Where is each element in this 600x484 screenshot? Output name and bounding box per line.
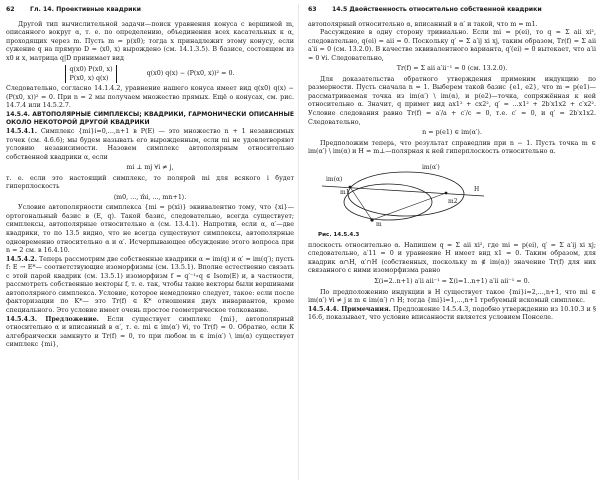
point-m2 [445, 191, 448, 194]
formula-point: n = p(e1) ∈ im(α′). [422, 129, 482, 137]
label-m: m [376, 220, 382, 228]
right-running-head [308, 6, 596, 15]
paragraph: Рассуждение в одну сторону тривиально. Если mi = p(ei), то q = Σ aii xi², следовательно, q(ei) = aii = 0. Поскольку q′ = Σ a′ij xi xj, таким образом, Tr(f) = Σ aii a′ii = 0 (см. 13.2.0). В качестве эквивалентного варианта, q′(ei) = 0 вытекает, что a′ii = 0 ∀i. Следовательно, [308, 29, 596, 62]
remark-text: Предложение 14.5.4.3, подобно утверждению из 10.10.3 и § 16.6, показывает, что условие вписанности является условием Понселе. [308, 305, 596, 322]
paragraph: автополярный относительно α, вписанный в α′ и такой, что m = m1. [308, 20, 538, 28]
matrix-block [6, 65, 294, 83]
label-H: H [474, 185, 480, 193]
item-label: 14.5.4.2. [6, 255, 37, 263]
paragraph: Предположим теперь, что результат справедлив при n − 1. Пусть точка m ∈ im(α′) \ im(α) и H = m⊥—полярная к ней гиперплоскость относительно α. [308, 139, 596, 156]
paragraph: Условие автополярности симплекса {mi = p(xi)} эквивалентно тому, что {xi}—ортогональный базис в (E, q). Такой базис, следовательно, всегда существует; симплексы, автополярные относительно α (см. 13.4.1). Напротив, если α, α′—две квадрики, то по 13.5 видно, что не всегда существуют симплексы, автополярные одновременно относительно α и α′. Исчерпывающее обсуждение этого вопроса при n = 2 см. в 16.4.10. [6, 204, 294, 255]
proposition-text: Если существует симплекс {mi}, автополярный относительно α и вписанный в α′, т. е. mi ∈ im(α′) ∀i, то Tr(f) = 0. Обратно, если K алгебраически замкнуто и Tr(f) = 0, то при любом m ∈ im(α′) \ im(α) существует симплекс {mi}, [6, 315, 294, 349]
paragraph: Следовательно, согласно 14.1.4.2, уравнение нашего конуса имеет вид q(x0) q(x) − (P(x0, x))² = 0. При n = 2 мы получаем множество прямых. Ещё о конусах, см. рис. 14.7.4 или 14.5.2.7. [6, 85, 294, 110]
paragraph: По предположению индукции в H существует такое {mi}i=2,...,n+1, что mi ∈ im(α′) ∀i ≠ j и m ∈ im(α′) ∩ H; тогда {mi}i=1,...,n+1 требуемый искомый симплекс. [308, 288, 596, 305]
remark [308, 306, 596, 323]
paragraph: т. е. если это настоящий симплекс, то полярой mi для всякого i будет гиперплоскость [6, 174, 294, 191]
matrix-determinant: q(x0) q(x) − (P(x0, x))² = 0. [146, 70, 235, 77]
definition [6, 128, 294, 162]
definition-text: Симплекс {mi}i=0,...,n+1 в P(E) — это множество n + 1 независимых точек (см. 4.6.6); мы будем называть его вырожденным, если mi не удовлетворяют условию независимости. Назовем симплекс автополярным относительно собственной квадрики α, если [6, 128, 294, 161]
proposition [6, 316, 294, 350]
right-running-title: 14.5 Двойственность относительно собственной квадрики [332, 6, 542, 13]
numbered-item [6, 256, 294, 316]
formula-sum: Σ(i=2..n+1) a′ii aii⁻¹ = Σ(i=1..n+1) a′ii aii⁻¹ = 0. [374, 278, 530, 286]
definition-label: 14.5.4.1. [6, 128, 37, 136]
right-page [308, 6, 596, 480]
left-page [6, 6, 294, 480]
formula-hyperplane: ⟨m0, ..., m̂i, ..., mn+1⟩. [113, 193, 187, 201]
gutter-divider [298, 4, 299, 480]
label-m1: m1 [340, 188, 350, 196]
right-page-number: 63 [308, 6, 317, 13]
point-m [370, 218, 373, 221]
label-im-alpha-prime: im(α′) [422, 163, 440, 171]
figure-caption: Рис. 14.5.4.3 [318, 232, 360, 239]
matrix-left [65, 65, 116, 83]
paragraph: Другой тип вычислительной задачи—поиск уравнения конуса с вершиной m, описанного вокруг α, т. е. по определению, объединения всех касательных к α, проходящих через m. Пусть m = p(x0); тогда x принадлежит этому конусу, если сужение q на прямую D = ⟨x0, x⟩ вырождено (см. 14.1.3.5). В базисе, состоящем из x0 и x, матрица q|D принимает вид [6, 20, 294, 62]
point-m1 [349, 185, 352, 188]
section-heading: 14.5.4. АВТОПОЛЯРНЫЕ СИМПЛЕКСЫ; КВАДРИКИ, ГАРМОНИЧЕСКИ ОПИСАННЫЕ ОКОЛО НЕКОТОРОЙ ДРУГОЙ КВАДРИКИ [6, 110, 294, 127]
label-im-alpha: im(α) [326, 175, 343, 183]
left-running-head [6, 6, 294, 15]
paragraph: плоскость относительно α. Напишем q = Σ aii xi², где mi = p(ei), q′ = Σ a′ij xi xj; следовательно, a′11 = 0 и уравнение H имеет вид x1 = 0. Таким образом, для квадрик α∩H, α′∩H (собственных, поскольку m ∉ im(α)) значение Tr(f) для них связанного с ними изоморфизма равно [308, 241, 596, 275]
item-text: Теперь рассмотрим две собственные квадрики α = im(q) и α′ = im(q′); пусть f: E → E*— соответствующие изоморфизмы (см. 13.5.1). Вполне естественно связать с этой парой квадрик (см. 13.5.1) изоморфизм f = q′⁻¹∘q ∈ Isom(E) и, в частности, рассмотреть собственные векторы f, т. е. так, чтобы такие векторы были вершинами автополярного симплекса. Условие, которое немедленно следует, такое: если после факторизации по K*— это Tr(f) ∈ K* отношения двух инвариантов, кроме специального. Это условие имеет очень простое геометрическое толкование. [6, 255, 294, 314]
conics-diagram [318, 160, 488, 228]
figure-conics [318, 160, 596, 240]
matrix-row: q(x0) P(x0, x) [69, 66, 113, 74]
left-running-title: Гл. 14. Проективные квадрики [30, 6, 141, 13]
left-page-number: 62 [6, 6, 15, 13]
formula-trace: Tr(f) = Σ aii a′ii⁻¹ = 0 (см. 13.2.0). [396, 65, 508, 73]
proposition-label: 14.5.4.3. Предложение. [6, 315, 99, 323]
label-m2: m2 [448, 197, 458, 205]
remark-label: 14.5.4.4. Примечания. [308, 305, 391, 313]
formula-polarity: mi ⊥ mj ∀i ≠ j, [126, 164, 174, 172]
paragraph: Для доказательства обратного утверждения применим индукцию по размерности. Пусть сначала n = 1. Выберем такой базис {e1, e2}, что m = p(e1)—рассматриваемая точка из im(α′) \ im(α), и p(e2)—точка, сопряжённая к ней относительно α. Значит, q примет вид ax1² + cx2², q′ = ...x1² + 2b′x1x2 + c′x2². Условие следования равно Tr(f) = a′/a + c′/c = 0, т.е. c′ = 0, и q′ = 2b′x1x2. Следовательно, [308, 75, 596, 126]
matrix-row: P(x0, x) q(x) [69, 75, 109, 83]
